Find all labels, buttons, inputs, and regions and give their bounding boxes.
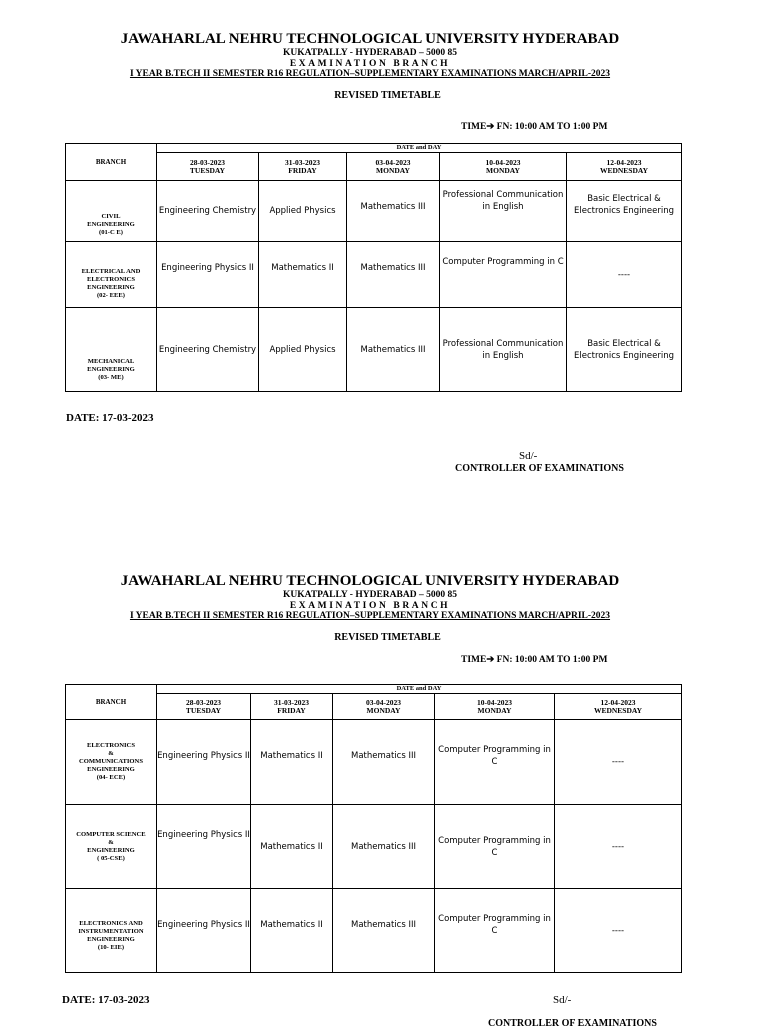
issue-date: DATE: 17-03-2023 (66, 412, 154, 424)
date-and-day-header: DATE and DAY (157, 685, 682, 694)
subject-cell: Engineering Physics II (157, 720, 251, 805)
subject-cell: Engineering Physics II (157, 805, 251, 889)
branch-cell: MECHANICAL ENGINEERING (03- ME) (66, 308, 157, 392)
subject-cell: Engineering Physics II (157, 242, 259, 308)
signature-mark: Sd/- (553, 994, 572, 1006)
branch-cell: ELECTRICAL AND ELECTRONICS ENGINEERING (02- EEE) (66, 242, 157, 308)
subject-cell: Basic Electrical & Electronics Engineering (567, 308, 682, 392)
subject-cell: Mathematics III (347, 242, 440, 308)
table-row (66, 181, 682, 242)
subject-cell: Engineering Physics II (157, 889, 251, 973)
subject-cell: Mathematics II (251, 889, 333, 973)
controller-of-examinations: CONTROLLER OF EXAMINATIONS (488, 1018, 657, 1029)
table-row (66, 242, 682, 308)
subject-cell: Applied Physics (259, 308, 347, 392)
subject-cell: Professional Communication in English (440, 308, 567, 392)
date-header: 10-04-2023 MONDAY (440, 153, 567, 181)
branch-column-header: BRANCH (66, 685, 157, 720)
subject-cell: Applied Physics (259, 181, 347, 242)
subject-cell: Mathematics II (251, 805, 333, 889)
table-row (66, 720, 682, 805)
subject-cell: Mathematics III (333, 889, 435, 973)
subject-cell: Computer Programming in C (435, 805, 555, 889)
subject-cell: Engineering Chemistry (157, 181, 259, 242)
date-header: 12-04-2023 WEDNESDAY (567, 153, 682, 181)
university-address: KUKATPALLY - HYDERABAD – 5000 85 (283, 48, 457, 58)
subject-cell: Mathematics II (259, 242, 347, 308)
university-title: JAWAHARLAL NEHRU TECHNOLOGICAL UNIVERSITY HYDERABAD (120, 573, 620, 589)
subject-cell: Professional Communication in English (440, 181, 567, 242)
timetable-table (65, 684, 682, 973)
date-header: 31-03-2023 FRIDAY (251, 694, 333, 720)
date-header: 03-04-2023 MONDAY (333, 694, 435, 720)
table-row (66, 308, 682, 392)
subject-cell: ---- (555, 720, 682, 805)
subject-cell: Computer Programming in C (440, 242, 567, 308)
subject-cell: Mathematics III (347, 181, 440, 242)
date-header: 12-04-2023 WEDNESDAY (555, 694, 682, 720)
controller-of-examinations: CONTROLLER OF EXAMINATIONS (455, 463, 624, 474)
university-address: KUKATPALLY - HYDERABAD – 5000 85 (283, 590, 457, 600)
subject-cell: Engineering Chemistry (157, 308, 259, 392)
subject-cell: Mathematics III (347, 308, 440, 392)
issue-date: DATE: 17-03-2023 (62, 994, 150, 1006)
date-header: 31-03-2023 FRIDAY (259, 153, 347, 181)
subject-cell: Basic Electrical & Electronics Engineering (567, 181, 682, 242)
date-and-day-header: DATE and DAY (157, 144, 682, 153)
subject-cell: Mathematics III (333, 720, 435, 805)
revised-timetable-heading: REVISED TIMETABLE (334, 90, 441, 101)
timetable-sheet-2 (0, 542, 768, 1029)
revised-timetable-heading: REVISED TIMETABLE (334, 632, 441, 643)
examination-branch: EXAMINATION BRANCH (289, 601, 451, 611)
subject-cell: ---- (555, 889, 682, 973)
branch-cell: CIVIL ENGINEERING (01-C E) (66, 181, 157, 242)
subject-cell: ---- (555, 805, 682, 889)
exam-time: TIME➔ FN: 10:00 AM TO 1:00 PM (461, 122, 608, 132)
branch-cell: ELECTRONICS & COMMUNICATIONS ENGINEERING (04- ECE) (66, 720, 157, 805)
subject-cell: Mathematics II (251, 720, 333, 805)
branch-cell: COMPUTER SCIENCE & ENGINEERING ( 05-CSE) (66, 805, 157, 889)
branch-cell: ELECTRONICS AND INSTRUMENTATION ENGINEERING (10- EIE) (66, 889, 157, 973)
date-header: 03-04-2023 MONDAY (347, 153, 440, 181)
subject-cell: Mathematics III (333, 805, 435, 889)
date-header: 10-04-2023 MONDAY (435, 694, 555, 720)
examination-branch: EXAMINATION BRANCH (289, 59, 451, 69)
timetable-table (65, 143, 682, 392)
subject-cell: ---- (567, 242, 682, 308)
university-title: JAWAHARLAL NEHRU TECHNOLOGICAL UNIVERSITY HYDERABAD (120, 31, 620, 47)
table-row (66, 805, 682, 889)
branch-column-header: BRANCH (66, 144, 157, 181)
timetable-sheet-1 (0, 0, 768, 500)
signature-mark: Sd/- (519, 450, 538, 462)
table-row (66, 889, 682, 973)
exam-time: TIME➔ FN: 10:00 AM TO 1:00 PM (461, 655, 608, 665)
date-header: 28-03-2023 TUESDAY (157, 153, 259, 181)
subject-cell: Computer Programming in C (435, 720, 555, 805)
exam-title: I YEAR B.TECH II SEMESTER R16 REGULATION–SUPPLEMENTARY EXAMINATIONS MARCH/APRIL-2023 (129, 69, 611, 79)
exam-title: I YEAR B.TECH II SEMESTER R16 REGULATION–SUPPLEMENTARY EXAMINATIONS MARCH/APRIL-2023 (129, 611, 611, 621)
subject-cell: Computer Programming in C (435, 889, 555, 973)
date-header: 28-03-2023 TUESDAY (157, 694, 251, 720)
